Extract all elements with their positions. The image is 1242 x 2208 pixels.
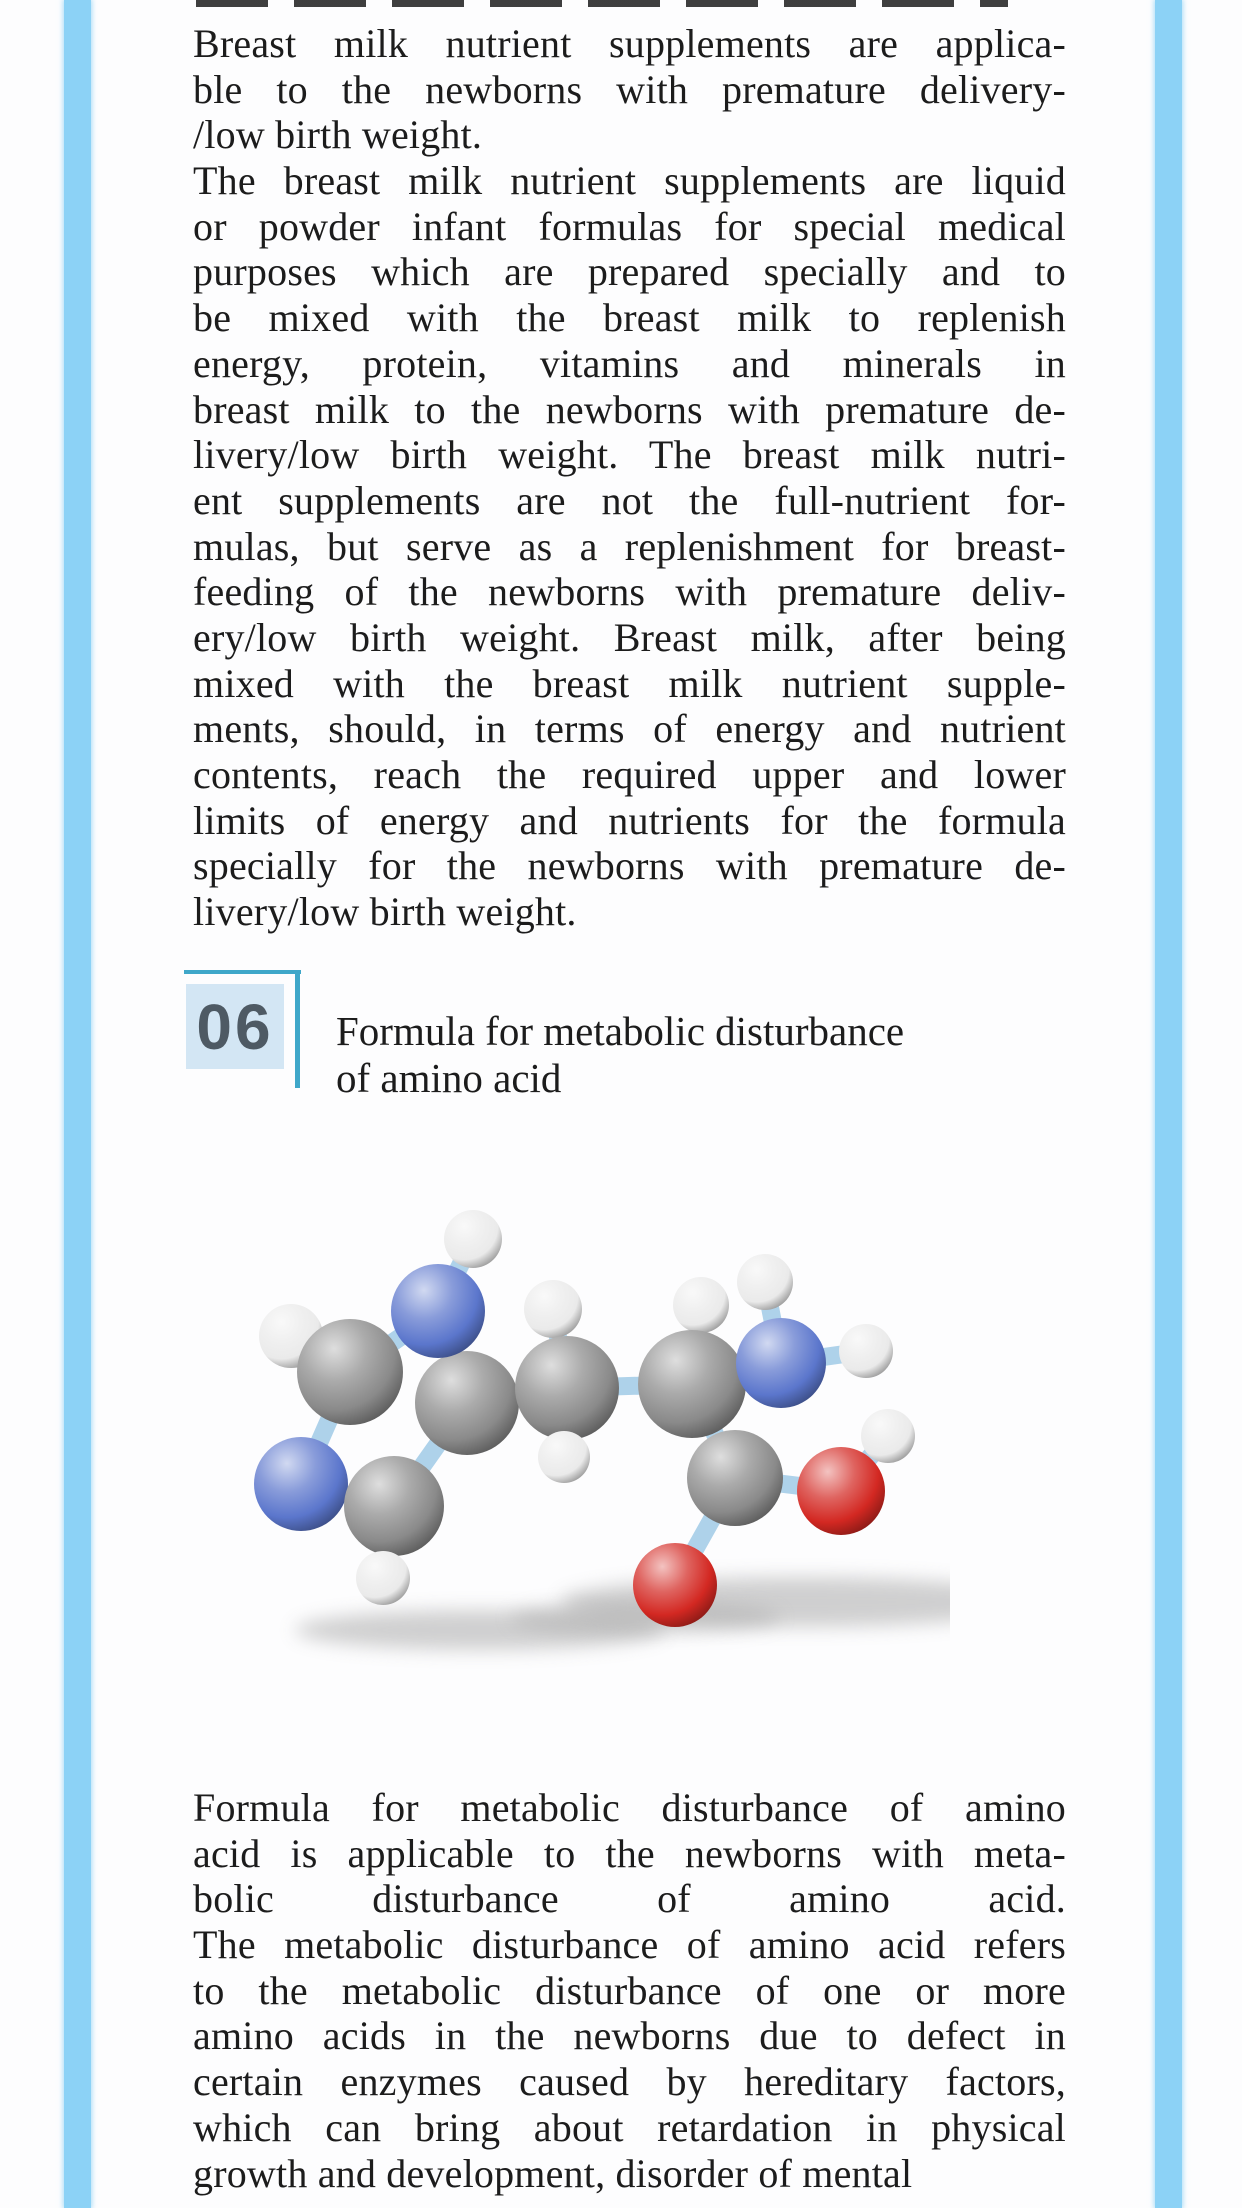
atom-nitrogen xyxy=(391,1264,485,1358)
text-line: or powder infant formulas for special medical xyxy=(193,203,1066,249)
atom-hydrogen xyxy=(356,1551,410,1605)
left-accent-bar xyxy=(64,0,91,2208)
text-line: limits of energy and nutrients for the formula xyxy=(193,797,1066,843)
text-line: mixed with the breast milk nutrient supple- xyxy=(193,660,1066,706)
text-line: feeding of the newborns with premature deliv- xyxy=(193,569,1066,615)
atom-hydrogen xyxy=(839,1324,893,1378)
text-line: purposes which are prepared specially and to xyxy=(193,249,1066,295)
atom-carbon xyxy=(515,1336,619,1440)
text-line: energy, protein, vitamins and minerals in xyxy=(193,340,1066,386)
paragraph xyxy=(193,1785,1066,2196)
section-header-top-rule xyxy=(184,970,301,974)
atom-hydrogen xyxy=(444,1210,502,1268)
text-line: The breast milk nutrient supplements are liquid xyxy=(193,158,1066,204)
text-line: certain enzymes caused by hereditary factors, xyxy=(193,2059,1066,2105)
text-line: be mixed with the breast milk to replenish xyxy=(193,295,1066,341)
atom-hydrogen xyxy=(538,1431,590,1483)
section-header-vertical-rule xyxy=(295,970,300,1088)
text-line: acid is applicable to the newborns with meta- xyxy=(193,1830,1066,1876)
atom-nitrogen xyxy=(736,1318,826,1408)
text-line: ments, should, in terms of energy and nutrient xyxy=(193,706,1066,752)
text-line: which can bring about retardation in physical xyxy=(193,2104,1066,2150)
atom-hydrogen xyxy=(737,1254,793,1310)
section-number-box xyxy=(186,984,284,1069)
text-line: breast milk to the newborns with premature de- xyxy=(193,386,1066,432)
atom-carbon xyxy=(297,1319,403,1425)
atom-carbon xyxy=(687,1430,783,1526)
text-line: amino acids in the newborns due to defect in xyxy=(193,2013,1066,2059)
paragraph xyxy=(193,158,1066,935)
text-line: /low birth weight. xyxy=(193,112,483,158)
text-line: mulas, but serve as a replenishment for breast- xyxy=(193,523,1066,569)
text-line: contents, reach the required upper and lower xyxy=(193,752,1066,797)
atom-hydrogen xyxy=(524,1280,582,1338)
text-line: growth and development, disorder of mental xyxy=(193,2150,913,2196)
body-text-lower xyxy=(193,1785,1066,2196)
text-line: livery/low birth weight. The breast milk nutri- xyxy=(193,432,1066,478)
section-title xyxy=(336,1008,1036,1102)
atom-oxygen xyxy=(633,1543,717,1627)
paragraph xyxy=(193,21,1066,158)
atom-carbon xyxy=(638,1330,746,1438)
text-line: Formula for metabolic disturbance xyxy=(336,1008,905,1054)
atom-hydrogen xyxy=(673,1277,729,1333)
text-line: bolic disturbance of amino acid. xyxy=(193,1876,1066,1922)
text-line: The metabolic disturbance of amino acid refers xyxy=(193,1922,1066,1968)
text-line: Formula for metabolic disturbance of amino xyxy=(193,1785,1066,1830)
text-line: specially for the newborns with premature de- xyxy=(193,843,1066,889)
atom-carbon xyxy=(344,1456,444,1556)
text-line: to the metabolic disturbance of one or more xyxy=(193,1967,1066,2013)
atom-oxygen xyxy=(797,1447,885,1535)
section-number: 06 xyxy=(196,990,274,1063)
atom-nitrogen xyxy=(254,1437,348,1531)
atom-carbon xyxy=(415,1351,519,1455)
atom-hydrogen xyxy=(861,1409,915,1463)
clipped-text-line-top xyxy=(196,0,1008,7)
text-line: ent supplements are not the full-nutrient for- xyxy=(193,477,1066,523)
right-accent-bar xyxy=(1155,0,1182,2208)
text-line: ble to the newborns with premature delivery- xyxy=(193,66,1066,112)
text-line: Breast milk nutrient supplements are applica- xyxy=(193,21,1066,66)
text-line: ery/low birth weight. Breast milk, after being xyxy=(193,614,1066,660)
molecule-svg xyxy=(150,1180,950,1680)
body-text-upper xyxy=(193,21,1066,935)
text-line: of amino acid xyxy=(336,1055,562,1101)
text-line: livery/low birth weight. xyxy=(193,889,577,935)
